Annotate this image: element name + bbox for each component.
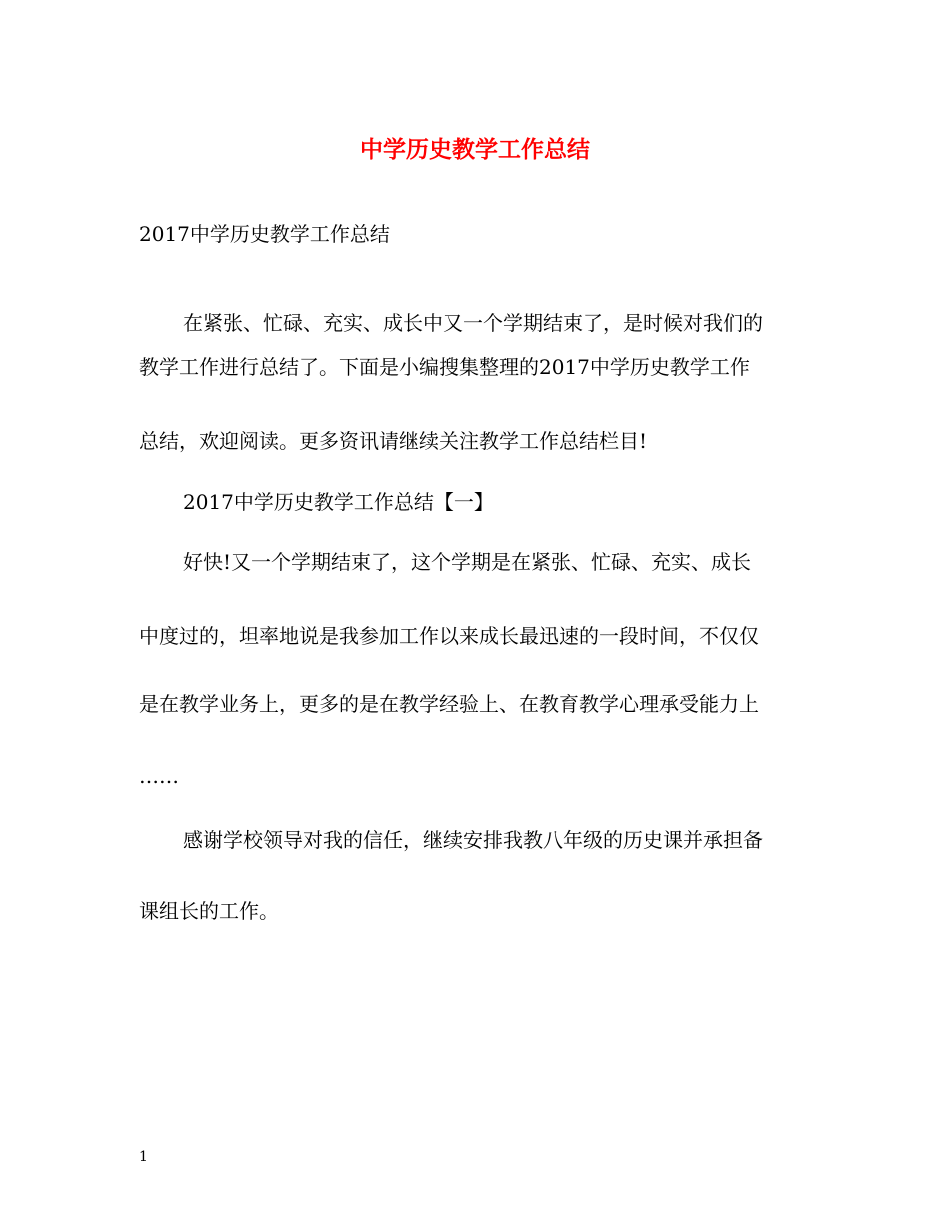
paragraph-line: 好快!又一个学期结束了，这个学期是在紧张、忙碌、充实、成长	[183, 550, 752, 574]
intro-line: 总结，欢迎阅读。更多资讯请继续关注教学工作总结栏目!	[139, 429, 648, 453]
document-title: 中学历史教学工作总结	[360, 136, 590, 163]
paragraph-line: 感谢学校领导对我的信任，继续安排我教八年级的历史课并承担备	[183, 828, 763, 852]
section-heading: 2017中学历史教学工作总结【一】	[183, 490, 494, 514]
paragraph-line: 中度过的，坦率地说是我参加工作以来成长最迅速的一段时间，不仅仅	[139, 624, 759, 648]
paragraph-line: 课组长的工作。	[139, 899, 279, 923]
page-number: 1	[139, 1149, 148, 1165]
intro-line: 教学工作进行总结了。下面是小编搜集整理的2017中学历史教学工作	[139, 355, 750, 379]
paragraph-line: ……	[139, 764, 179, 788]
intro-line: 在紧张、忙碌、充实、成长中又一个学期结束了，是时候对我们的	[183, 311, 763, 335]
document-heading: 2017中学历史教学工作总结	[139, 222, 390, 246]
paragraph-line: 是在教学业务上，更多的是在教学经验上、在教育教学心理承受能力上	[139, 692, 759, 716]
